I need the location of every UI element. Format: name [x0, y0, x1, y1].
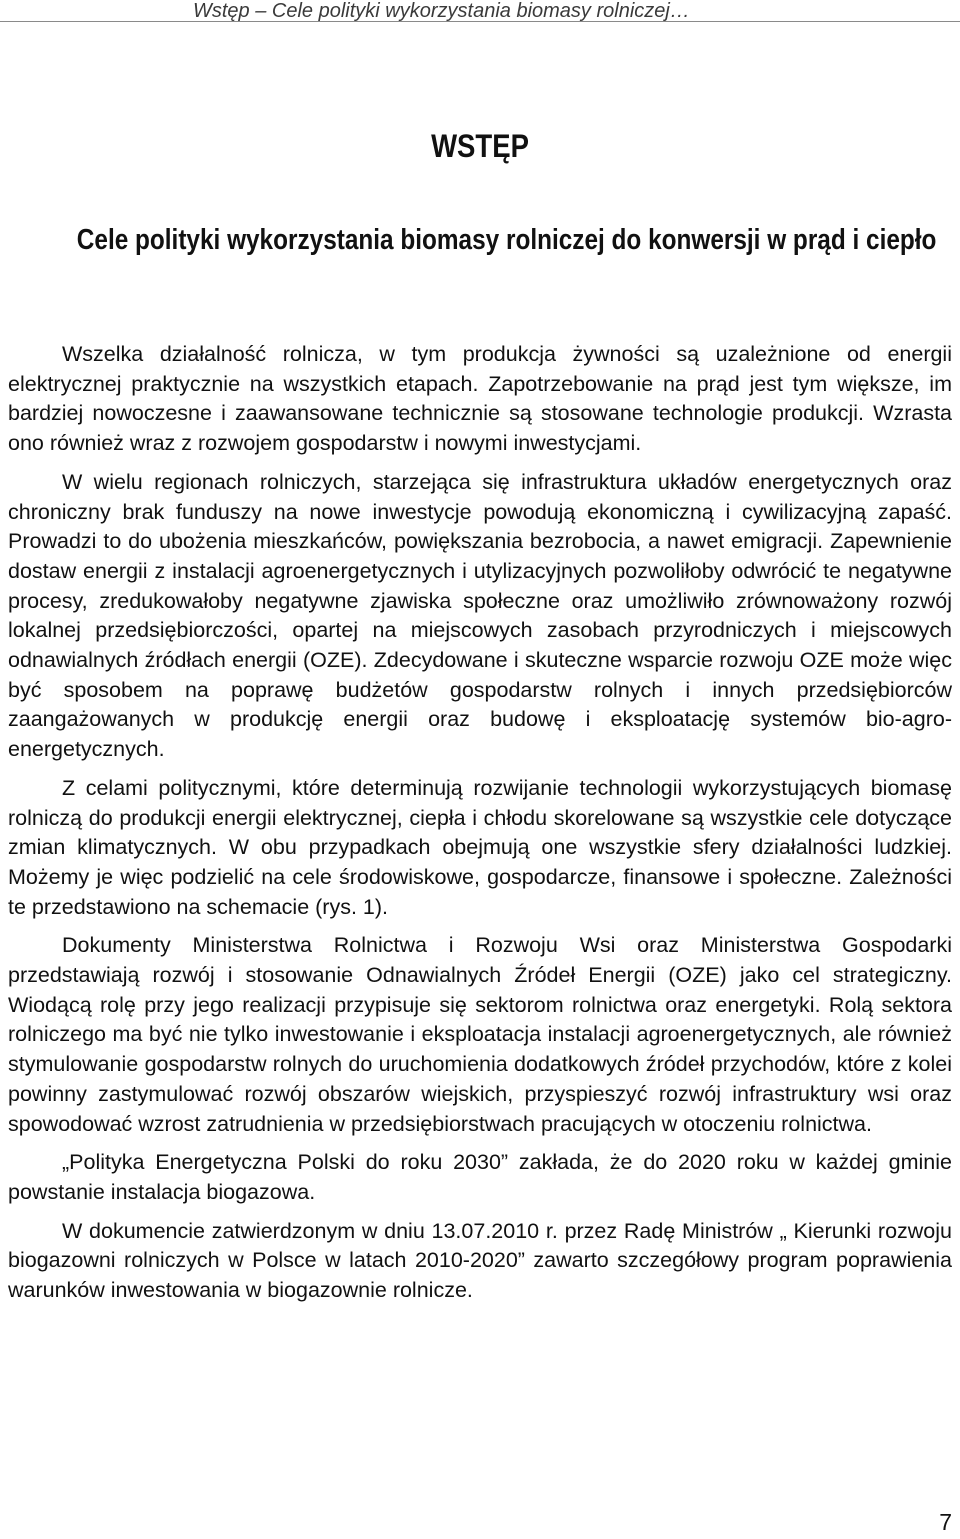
- paragraph-1: Wszelka działalność rolnicza, w tym produkcja żywności są uzależnione od energii elektrycznej praktycznie na wszystkich etapach. Zapotrzebowanie na prąd jest tym większe, im bardziej nowoczesne i zaawansowane technicznie są stosowane technologie produkcji. Wzrasta ono również wraz z rozwojem gospodarstw i nowymi inwestycjami.: [8, 342, 952, 456]
- section-title: Cele polityki wykorzystania biomasy rolniczej do konwersji w prąd i ciepło: [76, 224, 937, 256]
- page-number: 7: [939, 1509, 952, 1535]
- chapter-title: WSTĘP: [431, 128, 529, 164]
- paragraph-5: „Polityka Energetyczna Polski do roku 2030” zakłada, że do 2020 roku w każdej gminie powstanie instalacja biogazowa.: [8, 1150, 952, 1204]
- paragraph-2: W wielu regionach rolniczych, starzejąca się infrastruktura układów energetycznych oraz chroniczny brak funduszy na nowe inwestycje powodują ekonomiczną i cywilizacyjną zapaść. Prowadzi to do ubożenia mieszkańców, powiększania bezrobocia, a nawet emigracji. Zapewnienie dostaw energii z instalacji agroenergetycznych i utylizacyjnych pozwoliłoby odwrócić te negatywne procesy, zredukowałoby negatywne zjawiska społeczne oraz umożliwiło zrównoważony rozwój lokalnej przedsiębiorczości, opartej na miejscowych zasobach przyrodniczych i miejscowych odnawialnych źródłach energii (OZE). Zdecydowane i skuteczne wsparcie rozwoju OZE może więc być sposobem na poprawę budżetów gospodarstw rolnych i innych przedsiębiorców zaangażowanych w produkcję energii oraz budowę i eksploatację systemów bio-agro-energetycznych.: [8, 469, 952, 762]
- paragraph-6: W dokumencie zatwierdzonym w dniu 13.07.2010 r. przez Radę Ministrów „ Kierunki rozwoju biogazowni rolniczych w Polsce w latach 2010-2020” zawarto szczegółowy program poprawienia warunków inwestowania w biogazownie rolnicze.: [8, 1218, 952, 1303]
- paragraph-3: Z celami politycznymi, które determinują rozwijanie technologii wykorzystujących biomasę rolniczą do produkcji energii elektrycznej, ciepła i chłodu skorelowane są wszystkie cele dotyczące zmian klimatycznych. W obu przypadkach obejmują one wszystkie sfery działalności ludzkiej. Możemy je więc podzielić na cele środowiskowe, gospodarcze, finansowe i społeczne. Zależności te przedstawiono na schemacie (rys. 1).: [8, 775, 952, 919]
- body-text: [8, 340, 952, 1306]
- running-header: Wstęp – Cele polityki wykorzystania biomasy rolniczej…: [0, 0, 960, 22]
- paragraph-4: Dokumenty Ministerstwa Rolnictwa i Rozwoju Wsi oraz Ministerstwa Gospodarki przedstawiają rozwój i stosowanie Odnawialnych Źródeł Energii (OZE) jako cel strategiczny. Wiodącą rolę przy jego realizacji przypisuje się sektorom rolnictwa oraz energetyki. Rolą sektora rolniczego ma być nie tylko inwestowanie i eksploatacja instalacji agroenergetycznych, ale również stymulowanie gospodarstw rolnych do uruchomienia dodatkowych źródeł przychodów, które z kolei powinny zastymulować rozwój obszarów wiejskich, przyspieszyć rozwój infrastruktury wsi oraz spowodować wzrost zatrudnienia w przedsiębiorstwach pracujących w otoczeniu rolnictwa.: [8, 933, 952, 1136]
